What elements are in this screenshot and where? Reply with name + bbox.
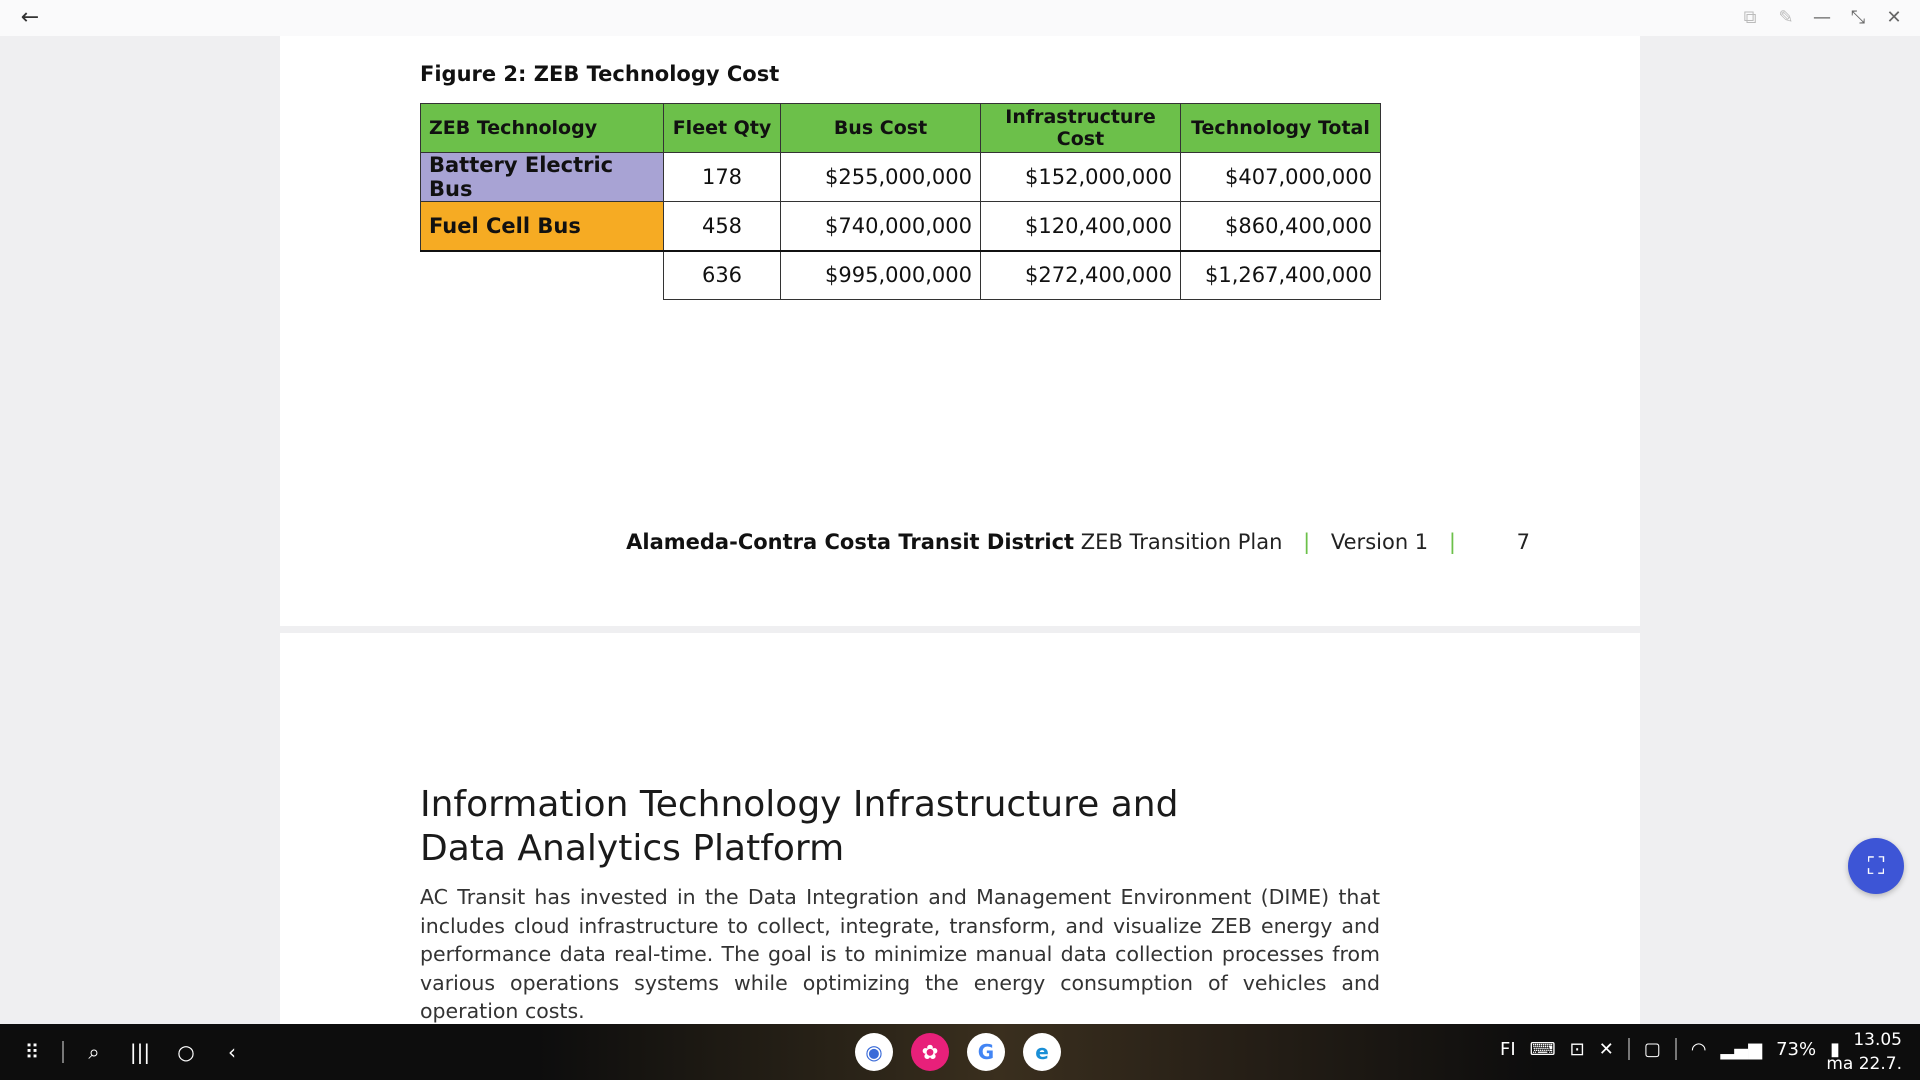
header-zeb-technology: ZEB Technology bbox=[421, 104, 664, 153]
keyboard-icon[interactable]: ⌨ bbox=[1529, 1038, 1556, 1060]
google-app-icon[interactable]: G bbox=[967, 1033, 1005, 1071]
figure-title: Figure 2: ZEB Technology Cost bbox=[420, 62, 780, 86]
total-bus-cost-cell: $995,000,000 bbox=[781, 251, 981, 300]
status-area bbox=[1500, 1038, 1840, 1060]
close-icon[interactable]: ✕ bbox=[1886, 7, 1902, 28]
header-infrastructure-cost: Infrastructure Cost bbox=[981, 104, 1181, 153]
document-page-7 bbox=[280, 36, 1640, 626]
screen-capture-button[interactable] bbox=[1848, 838, 1904, 894]
bus-cost-cell: $740,000,000 bbox=[781, 202, 981, 251]
section-body: AC Transit has invested in the Data Integration and Management Environment (DIME) that includes cloud infrastructure to collect, integrate, transform, and visualize ZEB energy and performance data real-time. The goal is to minimize manual data collection processes from various operations systems while optimizing the energy consumption of vehicles and operation costs. bbox=[420, 885, 1380, 1023]
section-heading-line: Information Technology Infrastructure and bbox=[420, 784, 1179, 825]
header-fleet-qty: Fleet Qty bbox=[664, 104, 781, 153]
technology-total-cell: $407,000,000 bbox=[1181, 153, 1381, 202]
empty-cell bbox=[421, 251, 664, 300]
document-page-8 bbox=[280, 633, 1640, 1024]
window-controls bbox=[1734, 2, 1910, 34]
viewer-top-bar bbox=[0, 0, 1920, 36]
total-technology-total-cell: $1,267,400,000 bbox=[1181, 251, 1381, 300]
total-infrastructure-cost-cell: $272,400,000 bbox=[981, 251, 1181, 300]
system-taskbar bbox=[0, 1024, 1920, 1080]
infrastructure-cost-cell: $152,000,000 bbox=[981, 153, 1181, 202]
home-icon[interactable]: ○ bbox=[177, 1040, 195, 1064]
footer-separator: | bbox=[1303, 530, 1311, 554]
table-totals-row bbox=[421, 251, 1381, 300]
search-icon[interactable]: ⌕ bbox=[88, 1040, 100, 1064]
table-header-row bbox=[421, 104, 1381, 153]
chat-icon[interactable]: ▢ bbox=[1643, 1038, 1661, 1060]
divider bbox=[62, 1041, 64, 1063]
total-fleet-qty-cell: 636 bbox=[664, 251, 781, 300]
footer-doc: ZEB Transition Plan bbox=[1080, 530, 1283, 554]
table-row bbox=[421, 153, 1381, 202]
technology-cell: Fuel Cell Bus bbox=[421, 202, 664, 251]
edge-browser-icon[interactable]: e bbox=[1023, 1033, 1061, 1071]
back-arrow-icon[interactable]: ← bbox=[20, 5, 40, 30]
pinned-apps bbox=[855, 1033, 1061, 1071]
minimize-icon[interactable]: — bbox=[1813, 7, 1831, 28]
header-technology-total: Technology Total bbox=[1181, 104, 1381, 153]
zeb-cost-table bbox=[420, 103, 1381, 300]
bus-cost-cell: $255,000,000 bbox=[781, 153, 981, 202]
screenshot-icon[interactable]: ⊡ bbox=[1569, 1038, 1585, 1060]
divider bbox=[1675, 1038, 1677, 1060]
copy-icon[interactable]: ⧉ bbox=[1743, 7, 1757, 28]
restore-icon[interactable]: ⤡ bbox=[1850, 7, 1866, 28]
language-indicator[interactable]: FI bbox=[1499, 1038, 1516, 1060]
clock-date: ma 22.7. bbox=[1826, 1054, 1902, 1074]
recents-icon[interactable]: ||| bbox=[129, 1040, 151, 1064]
wifi-icon[interactable]: ◠ bbox=[1690, 1038, 1707, 1060]
photos-app-icon[interactable]: ◉ bbox=[855, 1033, 893, 1071]
table-row bbox=[421, 202, 1381, 251]
crop-icon: ⛶ bbox=[1867, 852, 1885, 880]
signal-icon: ▂▄▆ bbox=[1720, 1038, 1763, 1060]
battery-level: 73% bbox=[1776, 1038, 1817, 1060]
battery-icon: ▮ bbox=[1830, 1038, 1840, 1060]
footer-org: Alameda-Contra Costa Transit District bbox=[626, 530, 1075, 554]
technology-total-cell: $860,400,000 bbox=[1181, 202, 1381, 251]
footer-separator: | bbox=[1448, 530, 1456, 554]
infrastructure-cost-cell: $120,400,000 bbox=[981, 202, 1181, 251]
section-heading bbox=[420, 783, 1320, 871]
section-heading-line: Data Analytics Platform bbox=[420, 828, 845, 869]
header-bus-cost: Bus Cost bbox=[781, 104, 981, 153]
nav-buttons bbox=[16, 1036, 248, 1068]
fleet-qty-cell: 458 bbox=[664, 202, 781, 251]
apps-grid-icon[interactable]: ⠿ bbox=[24, 1040, 40, 1064]
fleet-qty-cell: 178 bbox=[664, 153, 781, 202]
mute-icon[interactable]: ✕ bbox=[1598, 1038, 1614, 1060]
back-icon[interactable]: ‹ bbox=[228, 1040, 236, 1064]
pin-icon[interactable]: ✎ bbox=[1778, 7, 1794, 28]
flower-app-icon[interactable]: ✿ bbox=[911, 1033, 949, 1071]
footer-page-number: 7 bbox=[1516, 530, 1530, 554]
divider bbox=[1628, 1038, 1630, 1060]
page-footer bbox=[626, 530, 1530, 554]
footer-version: Version 1 bbox=[1330, 530, 1429, 554]
technology-cell: Battery Electric Bus bbox=[421, 153, 664, 202]
clock[interactable] bbox=[1826, 1028, 1902, 1076]
clock-time: 13.05 bbox=[1853, 1030, 1902, 1050]
